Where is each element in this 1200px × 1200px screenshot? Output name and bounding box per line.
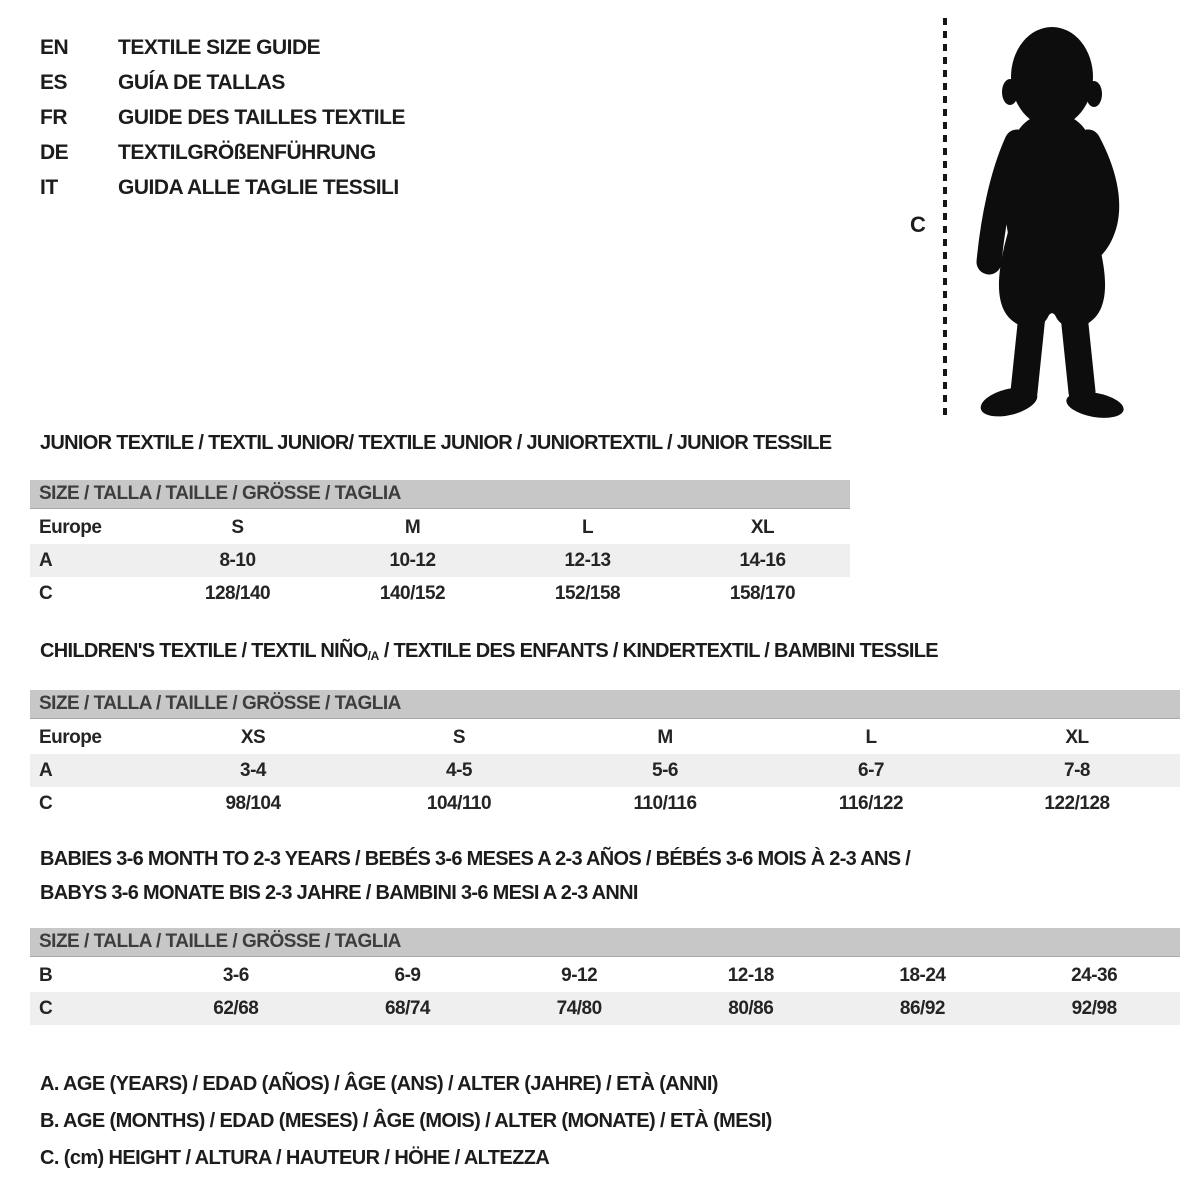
size-value-cell: 92/98 bbox=[1071, 997, 1117, 1019]
section-title-junior: JUNIOR TEXTILE / TEXTIL JUNIOR/ TEXTILE JUNIOR / JUNIORTEXTIL / JUNIOR TESSILE bbox=[40, 432, 832, 454]
section-title-children-post: / TEXTILE DES ENFANTS / KINDERTEXTIL / BAMBINI TESSILE bbox=[378, 640, 938, 662]
size-value-cell: 9-12 bbox=[561, 964, 598, 986]
row-label-europe: Europe bbox=[39, 726, 102, 748]
size-value-cell: M bbox=[404, 516, 421, 538]
junior-size-table-body bbox=[30, 511, 850, 610]
size-table-row-c bbox=[30, 577, 850, 610]
size-value-cell: 104/110 bbox=[426, 792, 492, 814]
language-code-es: ES bbox=[40, 70, 68, 94]
height-measure-dashed-line bbox=[942, 16, 948, 420]
language-code-en: EN bbox=[40, 35, 69, 59]
size-value-cell: L bbox=[581, 516, 594, 538]
section-title-children-sub: /A bbox=[367, 649, 379, 663]
language-title-list bbox=[40, 30, 405, 205]
size-value-cell: XL bbox=[750, 516, 775, 538]
children-size-table bbox=[30, 721, 1180, 820]
size-value-cell: 4-5 bbox=[446, 759, 472, 781]
size-value-cell: 6-7 bbox=[858, 759, 884, 781]
language-row-fr bbox=[40, 100, 405, 135]
language-row-it bbox=[40, 170, 405, 205]
legend-line-b: B. AGE (MONTHS) / EDAD (MESES) / ÂGE (MOIS) / ALTER (MONATE) / ETÀ (MESI) bbox=[40, 1110, 772, 1132]
legend-line-c: C. (cm) HEIGHT / ALTURA / HAUTEUR / HÖHE / ALTEZZA bbox=[40, 1147, 550, 1169]
toddler-silhouette-icon bbox=[962, 20, 1142, 420]
guide-title-en: TEXTILE SIZE GUIDE bbox=[118, 35, 321, 59]
size-value-cell: 116/122 bbox=[838, 792, 904, 814]
size-table-row-c bbox=[30, 992, 1180, 1025]
size-value-cell: 12-18 bbox=[727, 964, 774, 986]
size-table-row-a bbox=[30, 544, 850, 577]
size-value-cell: 158/170 bbox=[729, 582, 796, 604]
size-header-bar-children: SIZE / TALLA / TAILLE / GRÖSSE / TAGLIA bbox=[30, 690, 1180, 719]
size-value-cell: XL bbox=[1065, 726, 1089, 748]
section-title-babies-line1: BABIES 3-6 MONTH TO 2-3 YEARS / BEBÉS 3-6 MESES A 2-3 AÑOS / BÉBÉS 3-6 MOIS À 2-3 ANS / bbox=[40, 848, 911, 870]
size-value-cell: 140/152 bbox=[379, 582, 446, 604]
size-value-cell: 5-6 bbox=[652, 759, 678, 781]
section-title-children-pre: CHILDREN'S TEXTILE / TEXTIL NIÑO bbox=[40, 640, 368, 662]
size-value-cell: 122/128 bbox=[1044, 792, 1110, 814]
size-table-row-a bbox=[30, 754, 1180, 787]
babies-size-table-body bbox=[30, 959, 1180, 1025]
row-label-b: B bbox=[39, 964, 53, 986]
size-table-row-c bbox=[30, 787, 1180, 820]
size-table-row-europe bbox=[30, 721, 1180, 754]
language-code-de: DE bbox=[40, 140, 69, 164]
children-size-table-body bbox=[30, 721, 1180, 820]
size-header-bar-junior: SIZE / TALLA / TAILLE / GRÖSSE / TAGLIA bbox=[30, 480, 850, 509]
size-value-cell: 98/104 bbox=[225, 792, 281, 814]
size-value-cell: 128/140 bbox=[204, 582, 271, 604]
language-row-de bbox=[40, 135, 405, 170]
size-table-row-b bbox=[30, 959, 1180, 992]
size-value-cell: 152/158 bbox=[554, 582, 621, 604]
size-value-cell: 86/92 bbox=[899, 997, 945, 1019]
row-label-europe: Europe bbox=[39, 516, 102, 538]
size-value-cell: 24-36 bbox=[1071, 964, 1118, 986]
children-table-block bbox=[30, 690, 1180, 820]
row-label-c: C bbox=[39, 997, 53, 1019]
size-header-bar-babies: SIZE / TALLA / TAILLE / GRÖSSE / TAGLIA bbox=[30, 928, 1180, 957]
row-label-c: C bbox=[39, 582, 53, 604]
guide-title-it: GUIDA ALLE TAGLIE TESSILI bbox=[118, 175, 399, 199]
size-value-cell: 3-6 bbox=[222, 964, 249, 986]
language-code-fr: FR bbox=[40, 105, 67, 129]
dimension-legend bbox=[40, 1066, 772, 1177]
size-value-cell: M bbox=[657, 726, 673, 748]
guide-title-fr: GUIDE DES TAILLES TEXTILE bbox=[118, 105, 405, 129]
language-code-it: IT bbox=[40, 175, 58, 199]
size-value-cell: 7-8 bbox=[1064, 759, 1090, 781]
size-value-cell: 80/86 bbox=[728, 997, 774, 1019]
section-title-children bbox=[40, 640, 938, 663]
size-value-cell: XS bbox=[240, 726, 266, 748]
language-row-es bbox=[40, 65, 405, 100]
row-label-a: A bbox=[39, 549, 53, 571]
size-value-cell: 110/116 bbox=[633, 792, 697, 814]
height-dimension-label: C bbox=[910, 212, 926, 237]
guide-title-es: GUÍA DE TALLAS bbox=[118, 70, 285, 94]
size-value-cell: 62/68 bbox=[213, 997, 259, 1019]
guide-title-de: TEXTILGRÖßENFÜHRUNG bbox=[118, 140, 376, 164]
section-title-babies bbox=[40, 842, 910, 910]
size-value-cell: 8-10 bbox=[219, 549, 256, 571]
language-row-en bbox=[40, 30, 405, 65]
junior-table-block bbox=[30, 480, 850, 610]
size-value-cell: S bbox=[452, 726, 466, 748]
size-value-cell: 12-13 bbox=[564, 549, 611, 571]
legend-line-a: A. AGE (YEARS) / EDAD (AÑOS) / ÂGE (ANS) / ALTER (JAHRE) / ETÀ (ANNI) bbox=[40, 1073, 718, 1095]
section-title-babies-line2: BABYS 3-6 MONATE BIS 2-3 JAHRE / BAMBINI 3-6 MESI A 2-3 ANNI bbox=[40, 882, 638, 904]
size-value-cell: 18-24 bbox=[899, 964, 946, 986]
size-value-cell: 3-4 bbox=[240, 759, 266, 781]
size-value-cell: S bbox=[231, 516, 244, 538]
baby-height-figure bbox=[880, 12, 1190, 432]
size-value-cell: 10-12 bbox=[389, 549, 436, 571]
size-value-cell: 14-16 bbox=[739, 549, 786, 571]
size-value-cell: 74/80 bbox=[556, 997, 602, 1019]
size-value-cell: L bbox=[865, 726, 877, 748]
babies-size-table bbox=[30, 959, 1180, 1025]
size-value-cell: 68/74 bbox=[384, 997, 430, 1019]
row-label-a: A bbox=[39, 759, 53, 781]
size-table-row-europe bbox=[30, 511, 850, 544]
row-label-c: C bbox=[39, 792, 53, 814]
size-value-cell: 6-9 bbox=[394, 964, 421, 986]
junior-size-table bbox=[30, 511, 850, 610]
babies-table-block bbox=[30, 928, 1180, 1025]
